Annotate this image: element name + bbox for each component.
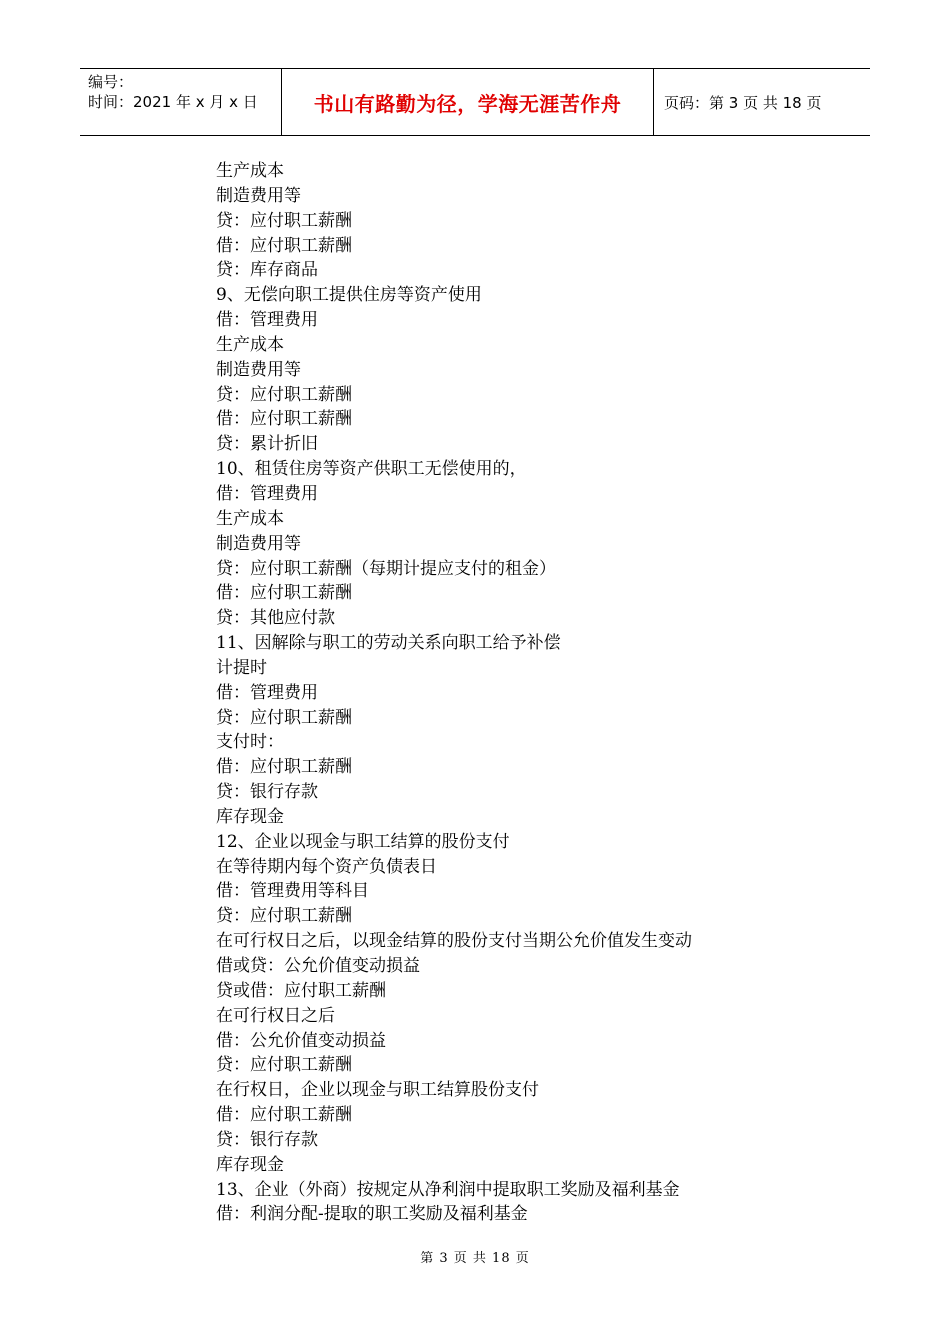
text-line: 制造费用等: [216, 185, 301, 206]
header-page-info: 页码：第 3 页 共 18 页: [664, 93, 822, 112]
header-motto-cell: [282, 69, 654, 135]
text-line: 贷：应付职工薪酬: [216, 210, 352, 231]
text-line: 贷：其他应付款: [216, 608, 335, 629]
text-line: 借：应付职工薪酬: [216, 757, 352, 778]
text-line: 库存现金: [216, 806, 284, 827]
text-line: 贷：应付职工薪酬: [216, 906, 352, 927]
header-page-info-cell: [654, 69, 870, 135]
footer-page-number: 第 3 页 共 18 页: [420, 1251, 530, 1266]
text-line: 9、无偿向职工提供住房等资产使用: [216, 285, 482, 306]
text-line: 借：管理费用: [216, 682, 318, 703]
text-line: 13、企业（外商）按规定从净利润中提取职工奖励及福利基金: [216, 1179, 680, 1200]
text-line: 借：应付职工薪酬: [216, 409, 352, 430]
text-line: 在等待期内每个资产负债表日: [216, 856, 437, 877]
text-line: 库存现金: [216, 1154, 284, 1175]
text-line: 借：应付职工薪酬: [216, 235, 352, 256]
text-line: 12、企业以现金与职工结算的股份支付: [216, 831, 510, 852]
text-line: 贷：应付职工薪酬: [216, 384, 352, 405]
page-header: [80, 68, 870, 136]
text-line: 计提时: [216, 657, 267, 678]
text-line: 制造费用等: [216, 533, 301, 554]
text-line: 借或贷：公允价值变动损益: [216, 956, 420, 976]
text-line: 10、租赁住房等资产供职工无偿使用的，: [216, 459, 527, 480]
text-line: 在行权日，企业以现金与职工结算股份支付: [216, 1080, 539, 1101]
text-line: 贷：累计折旧: [216, 434, 318, 455]
text-line: 贷：应付职工薪酬: [216, 707, 352, 728]
text-line: 借：应付职工薪酬: [216, 1105, 352, 1126]
text-line: 贷：库存商品: [216, 260, 318, 281]
text-line: 贷或借：应付职工薪酬: [216, 980, 386, 1001]
text-line: 11、因解除与职工的劳动关系向职工给予补偿: [216, 633, 561, 654]
document-time-label: 时间：2021 年 x 月 x 日: [88, 93, 258, 111]
text-line: 生产成本: [216, 161, 284, 181]
text-line: 借：管理费用等科目: [216, 881, 369, 902]
text-line: 生产成本: [216, 508, 284, 529]
text-line: 借：利润分配-提取的职工奖励及福利基金: [216, 1204, 528, 1225]
text-line: 贷：应付职工薪酬（每期计提应支付的租金）: [216, 558, 556, 579]
text-line: 借：管理费用: [216, 483, 318, 504]
text-line: 借：公允价值变动损益: [216, 1030, 386, 1051]
text-line: 贷：银行存款: [216, 1129, 318, 1150]
text-line: 生产成本: [216, 334, 284, 355]
text-line: 支付时：: [216, 732, 284, 753]
header-meta-cell: [80, 69, 282, 135]
text-line: 借：管理费用: [216, 310, 318, 331]
document-body: [216, 159, 876, 1227]
document-number-label: 编号：: [88, 73, 134, 91]
text-line: 贷：银行存款: [216, 782, 318, 803]
text-line: 制造费用等: [216, 359, 301, 380]
text-line: 借：应付职工薪酬: [216, 583, 352, 604]
text-line: 贷：应付职工薪酬: [216, 1055, 352, 1076]
text-line: 在可行权日之后: [216, 1005, 335, 1026]
page-footer: [0, 1247, 950, 1266]
header-motto: 书山有路勤为径，学海无涯苦作舟: [313, 91, 622, 116]
text-line: 在可行权日之后，以现金结算的股份支付当期公允价值发生变动: [216, 931, 692, 952]
